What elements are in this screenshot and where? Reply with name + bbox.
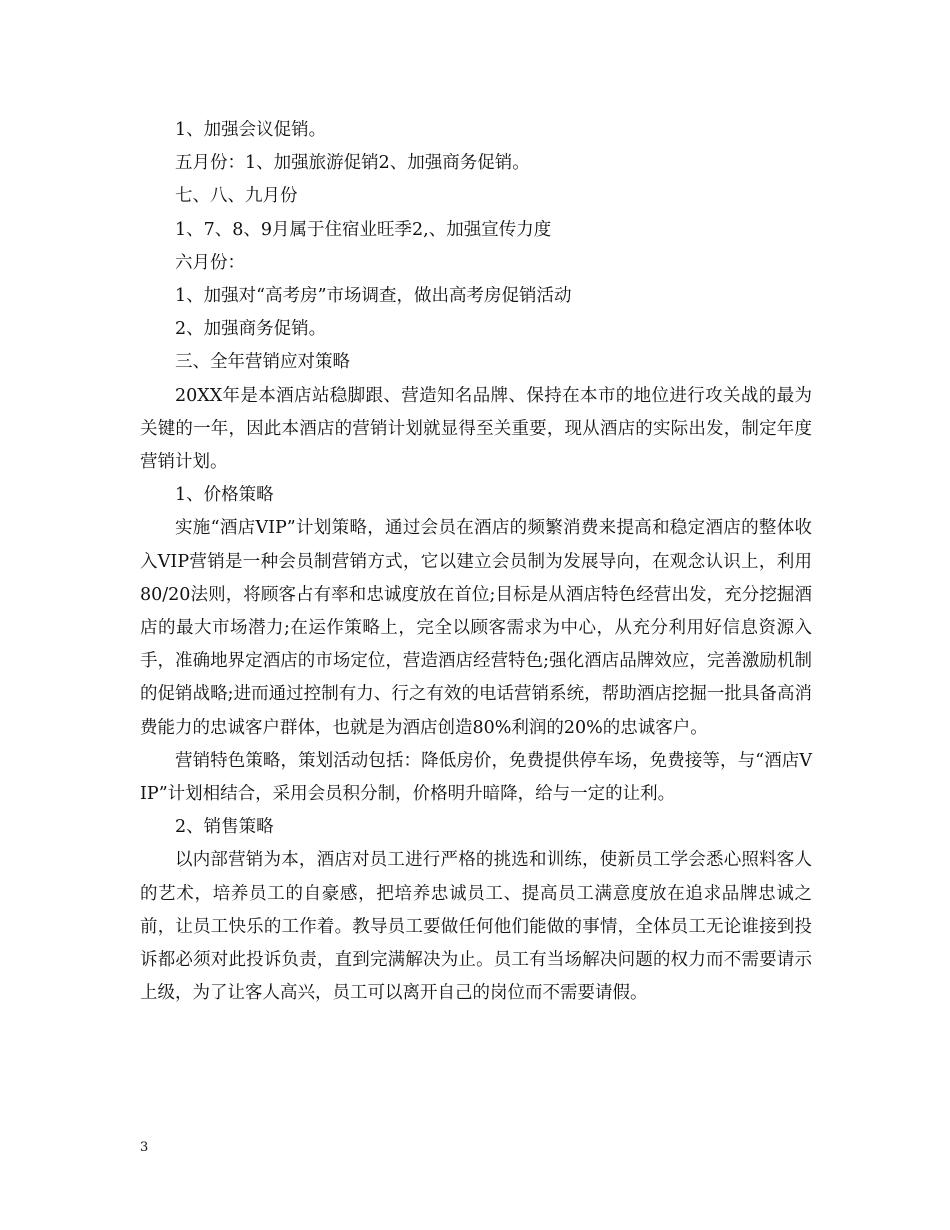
paragraph: 20XX年是本酒店站稳脚跟、营造知名品牌、保持在本市的地位进行攻关战的最为关键的一年，因此本酒店的营销计划就显得至关重要，现从酒店的实际出发，制定年度营销计划。: [140, 385, 812, 473]
paragraph: 以内部营销为本，酒店对员工进行严格的挑选和训练，使新员工学会悉心照料客人的艺术，培养员工的自豪感，把培养忠诚员工、提高员工满意度放在追求品牌忠诚之前，让员工快乐的工作着。教导员工要做任何他们能做的事情，全体员工无论谁接到投诉都必须对此投诉负责，直到完满解决为止。员工有当场解决问题的权力而不需要请示上级，为了让客人高兴，员工可以离开自己的岗位而不需要请假。: [140, 850, 812, 1004]
paragraph: 营销特色策略，策划活动包括：降低房价，免费提供停车场，免费接等，与“酒店VIP”计划相结合，采用会员积分制，价格明升暗降，给与一定的让利。: [140, 750, 812, 805]
paragraph: 1、加强会议促销。: [175, 120, 327, 140]
paragraph: 2、加强商务促销。: [175, 319, 327, 340]
section-heading: 三、全年营销应对策略: [175, 352, 350, 373]
paragraph: 1、加强对“高考房”市场调查，做出高考房促销活动: [175, 286, 572, 307]
page-number: 3: [140, 1140, 149, 1155]
paragraph: 实施“酒店VIP”计划策略，通过会员在酒店的频繁消费来提高和稳定酒店的整体收入VIP营销是一种会员制营销方式，它以建立会员制为发展导向，在观念认识上，利用80/20法则，将顾客占有率和忠诚度放在首位;目标是从酒店特色经营出发，充分挖掘酒店的最大市场潜力;在运作策略上，完全以顾客需求为中心，从充分利用好信息资源入手，准确地界定酒店的市场定位，营造酒店经营特色;强化酒店品牌效应，完善激励机制的促销战略;进而通过控制有力、行之有效的电话营销系统，帮助酒店挖掘一批具备高消费能力的忠诚客户群体，也就是为酒店创造80%利润的20%的忠诚客户。: [140, 518, 812, 738]
paragraph: 七、八、九月份: [175, 186, 298, 207]
subsection-heading: 2、销售策略: [175, 817, 274, 838]
document-body: [140, 114, 812, 1010]
paragraph: 五月份：1、加强旅游促销2、加强商务促销。: [175, 153, 530, 174]
paragraph: 1、7、8、9月属于住宿业旺季2,、加强宣传力度: [175, 219, 552, 240]
paragraph: 六月份：: [175, 252, 245, 273]
subsection-heading: 1、价格策略: [175, 485, 274, 506]
